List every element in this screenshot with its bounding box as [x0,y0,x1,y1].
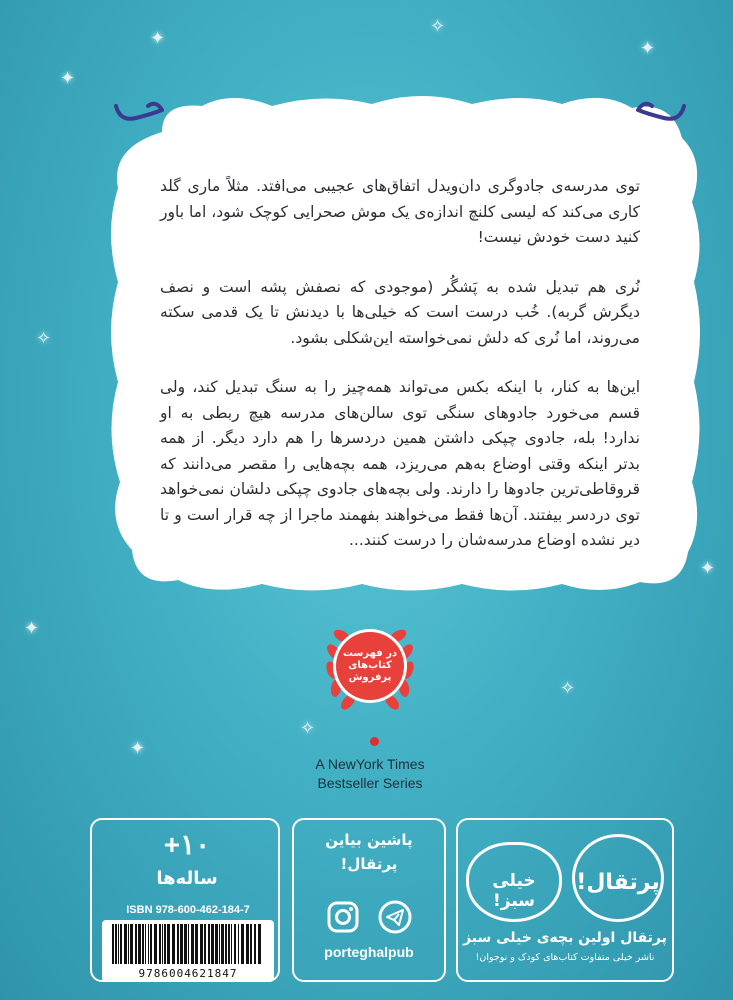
barcode-bar [135,924,137,964]
barcode-bar [167,924,170,964]
age-label: ساله‌ها [156,868,218,889]
nyt-line: A NewYork Times [315,756,425,772]
barcode-bar [180,924,183,964]
left-swirl-icon [112,92,168,128]
porteghal-logo-text: پرتقال! [576,870,660,895]
blurb-cloud [92,92,706,597]
barcode-bar [112,924,114,964]
sparkle-icon: ✦ [700,558,716,579]
right-swirl-icon [632,92,688,128]
barcode-bar [250,924,252,964]
barcode-bar [177,924,179,964]
barcode-bar [150,924,152,964]
nyt-bestseller-text [266,755,474,793]
porteghal-logo [572,834,664,922]
barcode-bar [138,924,141,964]
barcode-bar [195,924,198,964]
sparkle-icon: ✦ [150,28,166,49]
barcode-bar [219,924,220,964]
badge-line: پرفروش [348,672,392,683]
barcode-number: 9786004621847 [138,967,238,980]
instagram-icon[interactable] [326,900,360,934]
nyt-line: Bestseller Series [317,775,423,791]
barcode-bar [215,924,218,964]
social-box [292,818,446,982]
red-dot [370,737,379,746]
badge-line: کتاب‌های [348,660,392,671]
barcode-bar [208,924,210,964]
barcode-bar [130,924,133,964]
sparkle-icon: ✧ [300,718,316,739]
barcode-bar [254,924,256,964]
barcode-bar [241,924,244,964]
barcode-bar [159,924,161,964]
publisher-subline: ناشر خیلی متفاوت کتاب‌های کودک و نوجوان! [475,952,655,963]
barcode-bar [128,924,129,964]
barcode-bar [258,924,261,964]
social-title-line: پرتقال! [340,855,398,873]
barcode-bar [148,924,149,964]
social-title-line: پاشین بیاین [325,831,413,849]
barcode-bar [246,924,249,964]
badge-line: در فهرست [342,648,398,659]
barcode-bar [231,924,232,964]
barcode-bar [191,924,194,964]
telegram-icon[interactable] [378,900,412,934]
sparkle-icon: ✧ [430,16,446,37]
barcode-bar [184,924,187,964]
kheili-sabz-logo-text: خیلی سبز! [492,871,536,911]
sparkle-icon: ✧ [36,328,52,349]
barcode-bar [228,924,230,964]
barcode-bar [172,924,175,964]
barcode-bar [221,924,224,964]
blurb-text [160,174,640,578]
social-title [294,828,444,876]
blurb-paragraph: این‌ها به کنار، با اینکه بکس می‌تواند همه‌چیز را به سنگ تبدیل کند، ولی قسم می‌خورد جادوهای سنگی توی سالن‌های مدرسه هیچ ربطی به او ندارد! بله، جادوی چپکی داشتن همین دردسرها را هم دارد دیگر. از همه بدتر اینکه وقتی اوضاع به‌هم می‌ریزد، همه بچه‌هایی را مقصر می‌دانند که قروقاطی‌ترین جادوها را دارند. ولی بچه‌های جادوی چپکی دلشان نمی‌خواهد توی دردسر بیفتند. آن‌ها فقط می‌خواهند بفهمند ماجرا از چه قرار است و تا دیر نشده اوضاع مدرسه‌شان را درست کنند... [160,378,640,549]
barcode-bar [115,924,117,964]
kheili-sabz-logo [466,842,562,922]
barcode-bar [200,924,203,964]
barcode-bar [142,924,144,964]
sparkle-icon: ✦ [640,38,656,59]
social-icons [294,900,444,934]
barcode-bar [154,924,157,964]
barcode-bar [120,924,122,964]
barcode-bar [238,924,239,964]
age-isbn-box [90,818,280,982]
sparkle-icon: ✦ [24,618,40,639]
barcode-bar [234,924,236,964]
barcode-bar [164,924,166,964]
barcode-bar [188,924,189,964]
sparkle-icon: ✦ [60,68,76,89]
publisher-tagline: پرتقال اولین بچه‌ی خیلی سبز [463,930,667,946]
barcode-bar [225,924,227,964]
isbn-text: ISBN 978-600-462-184-7 [126,904,250,916]
barcode-bar [145,924,146,964]
bestseller-badge [312,610,428,726]
barcode [102,920,274,982]
barcode-bar [204,924,206,964]
barcode-lines [112,924,264,964]
social-handle[interactable]: porteghalpub [324,944,414,960]
sparkle-icon: ✦ [130,738,146,759]
barcode-bar [118,924,119,964]
barcode-bar [211,924,214,964]
blurb-paragraph: توی مدرسه‌ی جادوگری دان‌ویدل اتفاق‌های عجیبی می‌افتد. مثلاً ماری گلد کاری می‌کند که لیسی کلنچ اندازه‌ی یک موش صحرایی کوچک شود، اما باور کنید دست خودش نیست! [160,177,640,246]
barcode-bar [124,924,127,964]
blurb-paragraph: نُری هم تبدیل شده به پَشگُر (موجودی که نصفش پشه است و نصف دیگرش گربه). خُب درست است که خیلی‌ها با دیدنش تا یک قدمی سکته می‌روند، اما نُری که دلش نمی‌خواسته این‌شکلی بشود. [160,277,640,347]
age-number: +۱۰ [163,829,211,860]
badge-label [336,632,404,700]
barcode-bar [162,924,163,964]
publisher-box [456,818,674,982]
sparkle-icon: ✧ [560,678,576,699]
